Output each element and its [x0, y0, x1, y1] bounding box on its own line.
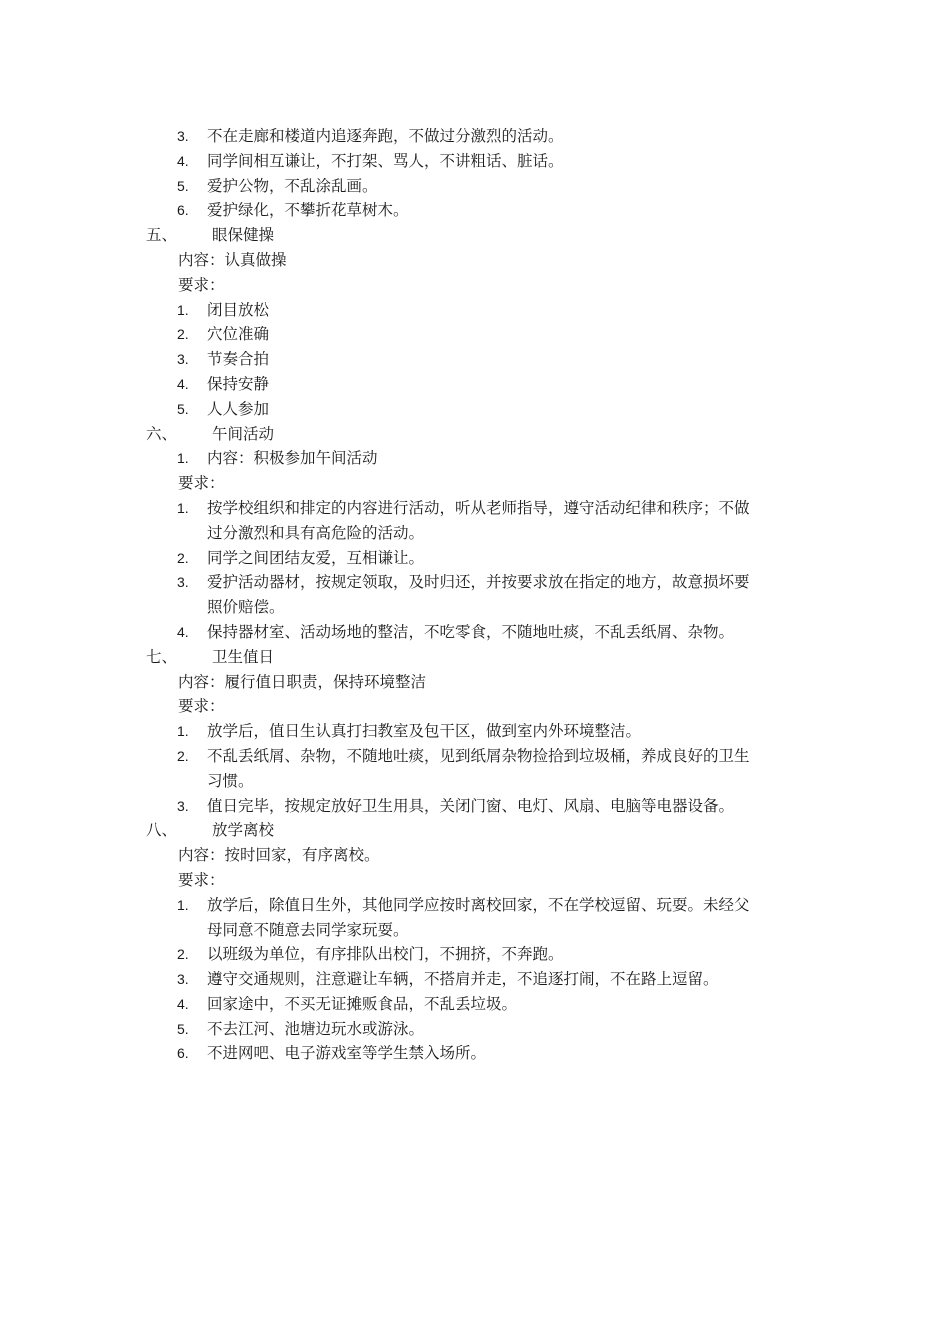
section-number: 六、 — [146, 424, 178, 443]
list-text: 遵守交通规则，注意避让车辆，不搭肩并走，不追逐打闹，不在路上逗留。 — [207, 970, 719, 989]
list-item — [0, 546, 950, 571]
list-item-continuation — [0, 521, 950, 546]
list-number: 1. — [177, 723, 189, 740]
section-heading — [0, 422, 950, 447]
section-title: 卫生值日 — [212, 647, 275, 666]
section-number: 七、 — [146, 647, 178, 666]
list-text: 按学校组织和排定的内容进行活动，听从老师指导，遵守活动纪律和秩序；不做 — [207, 498, 750, 517]
section-heading — [0, 645, 950, 670]
section-title: 放学离校 — [212, 821, 275, 840]
list-text: 放学后，除值日生外，其他同学应按时离校回家，不在学校逗留、玩耍。未经父 — [207, 895, 750, 914]
list-item — [0, 322, 950, 347]
list-item — [0, 942, 950, 967]
list-text: 闭目放松 — [207, 300, 270, 319]
list-text: 同学间相互谦让，不打架、骂人，不讲粗话、脏话。 — [207, 151, 564, 170]
list-number: 3. — [177, 351, 189, 368]
section-number: 八、 — [146, 821, 178, 840]
list-number: 1. — [177, 450, 189, 467]
list-text: 值日完毕，按规定放好卫生用具，关闭门窗、电灯、风扇、电脑等电器设备。 — [207, 796, 735, 815]
list-number: 4. — [177, 623, 189, 640]
list-item — [0, 570, 950, 595]
list-number: 6. — [177, 202, 189, 219]
section-title: 眼保健操 — [212, 226, 275, 245]
list-number: 2. — [177, 747, 189, 764]
list-item-continuation — [0, 769, 950, 794]
list-number: 5. — [177, 1020, 189, 1037]
list-text: 爱护公物，不乱涂乱画。 — [207, 176, 378, 195]
list-number: 3. — [177, 128, 189, 144]
list-text: 不乱丢纸屑、杂物，不随地吐痰，见到纸屑杂物捡拾到垃圾桶，养成良好的卫生 — [207, 746, 750, 765]
list-number: 2. — [177, 549, 189, 566]
list-text: 过分激烈和具有高危险的活动。 — [207, 523, 425, 542]
list-item — [0, 496, 950, 521]
content-line — [0, 670, 950, 695]
list-text: 母同意不随意去同学家玩耍。 — [207, 920, 409, 939]
list-item — [0, 1041, 950, 1066]
list-item — [0, 719, 950, 744]
list-item — [0, 1017, 950, 1042]
list-item — [0, 744, 950, 769]
list-item — [0, 372, 950, 397]
list-item — [0, 124, 950, 149]
list-text: 保持安静 — [207, 374, 270, 393]
list-text: 穴位准确 — [207, 325, 270, 344]
list-number: 2. — [177, 946, 189, 963]
list-item-continuation — [0, 595, 950, 620]
list-text: 习惯。 — [207, 771, 254, 790]
list-number: 6. — [177, 1045, 189, 1062]
list-item — [0, 298, 950, 323]
list-item — [0, 397, 950, 422]
list-text: 放学后，值日生认真打扫教室及包干区，做到室内外环境整洁。 — [207, 722, 642, 741]
content-text: 内容：积极参加午间活动 — [207, 449, 378, 468]
document-page — [0, 124, 950, 1066]
list-item — [0, 893, 950, 918]
list-item — [0, 198, 950, 223]
list-text: 不在走廊和楼道内追逐奔跑，不做过分激烈的活动。 — [207, 127, 564, 145]
list-item — [0, 620, 950, 645]
list-text: 同学之间团结友爱，互相谦让。 — [207, 548, 425, 567]
list-number: 4. — [177, 152, 189, 169]
requirements-text: 要求： — [178, 474, 225, 493]
content-text: 内容：认真做操 — [178, 250, 287, 269]
requirements-label — [0, 471, 950, 496]
content-line — [0, 843, 950, 868]
list-text: 不去江河、池塘边玩水或游泳。 — [207, 1019, 425, 1038]
requirements-label — [0, 273, 950, 298]
list-number: 1. — [177, 301, 189, 318]
list-number: 3. — [177, 797, 189, 814]
content-text: 内容：履行值日职责，保持环境整洁 — [178, 672, 427, 691]
requirements-text: 要求： — [178, 275, 225, 294]
list-text: 回家途中，不买无证摊贩食品，不乱丢垃圾。 — [207, 994, 518, 1013]
requirements-label — [0, 694, 950, 719]
list-text: 保持器材室、活动场地的整洁，不吃零食，不随地吐痰，不乱丢纸屑、杂物。 — [207, 622, 735, 641]
list-item — [0, 174, 950, 199]
list-item — [0, 149, 950, 174]
list-text: 以班级为单位，有序排队出校门，不拥挤，不奔跑。 — [207, 945, 564, 964]
list-item — [0, 347, 950, 372]
section-title: 午间活动 — [212, 424, 275, 443]
list-number: 4. — [177, 375, 189, 392]
list-text: 爱护活动器材，按规定领取，及时归还，并按要求放在指定的地方，故意损坏要 — [207, 573, 750, 592]
requirements-text: 要求： — [178, 870, 225, 889]
list-text: 照价赔偿。 — [207, 598, 285, 617]
list-number: 1. — [177, 499, 189, 516]
content-line — [0, 248, 950, 273]
list-text: 人人参加 — [207, 399, 270, 418]
list-number: 1. — [177, 896, 189, 913]
requirements-label — [0, 868, 950, 893]
section-number: 五、 — [146, 226, 178, 245]
section-heading — [0, 818, 950, 843]
list-item-continuation — [0, 918, 950, 943]
list-number: 2. — [177, 326, 189, 343]
content-line — [0, 446, 950, 471]
list-number: 4. — [177, 995, 189, 1012]
list-text: 节奏合拍 — [207, 350, 270, 369]
list-number: 3. — [177, 574, 189, 591]
section-heading — [0, 223, 950, 248]
list-number: 5. — [177, 177, 189, 194]
list-text: 爱护绿化，不攀折花草树木。 — [207, 201, 409, 220]
list-number: 5. — [177, 400, 189, 417]
list-item — [0, 794, 950, 819]
list-text: 不进网吧、电子游戏室等学生禁入场所。 — [207, 1044, 487, 1063]
list-item — [0, 967, 950, 992]
content-text: 内容：按时回家，有序离校。 — [178, 846, 380, 865]
requirements-text: 要求： — [178, 697, 225, 716]
list-number: 3. — [177, 971, 189, 988]
list-item — [0, 992, 950, 1017]
